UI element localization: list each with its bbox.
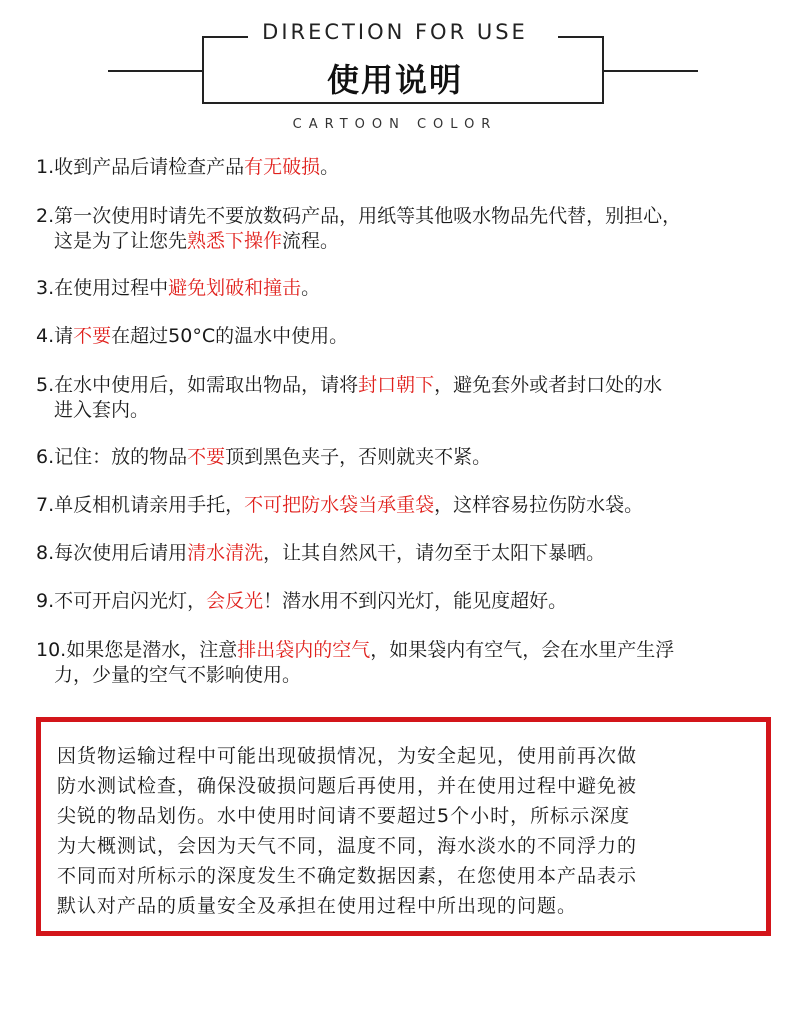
notice-text: [57, 741, 757, 921]
item-text: 1.收到产品后请检查产品: [36, 156, 245, 178]
list-item: [36, 204, 781, 254]
item-text: ，这样容易拉伤防水袋。: [434, 494, 644, 516]
highlight-text: 清水清洗: [187, 542, 264, 564]
item-text: ！潜水用不到闪光灯，能见度超好。: [263, 590, 568, 612]
subtitle: CARTOON COLOR: [292, 117, 498, 132]
item-text: 顶到黑色夹子，否则就夹不紧。: [225, 446, 492, 468]
item-line: [36, 638, 781, 663]
item-line: [36, 493, 781, 518]
item-text: 10.如果您是潜水，注意: [36, 639, 238, 661]
list-item: [36, 638, 781, 688]
list-item: [36, 276, 781, 301]
item-text: 。: [301, 277, 321, 299]
notice-line: 防水测试检查，确保没破损问题后再使用，并在使用过程中避免被: [57, 775, 638, 797]
item-line-continued: [36, 663, 781, 688]
highlight-text: 不要: [187, 446, 226, 468]
item-line-continued: [36, 229, 781, 254]
item-line-continued: [36, 398, 781, 423]
english-title: DIRECTION FOR USE: [262, 20, 528, 44]
item-text: 。: [320, 156, 340, 178]
highlight-text: 不要: [73, 325, 112, 347]
highlight-text: 有无破损: [244, 156, 321, 178]
item-line: [36, 155, 781, 180]
item-line: [36, 373, 781, 398]
item-text: 9.不可开启闪光灯，: [36, 590, 207, 612]
highlight-text: 不可把防水袋当承重袋: [244, 494, 435, 516]
item-text: 3.在使用过程中: [36, 277, 169, 299]
highlight-text: 封口朝下: [358, 374, 435, 396]
list-item: [36, 373, 781, 423]
item-text: 这是为了让您先: [54, 230, 188, 252]
item-line: [36, 204, 781, 229]
notice-line: 为大概测试，会因为天气不同，温度不同，海水淡水的不同浮力的: [57, 835, 638, 857]
item-text: 5.在水中使用后，如需取出物品，请将: [36, 374, 359, 396]
list-item: [36, 541, 781, 566]
item-text: ，避免套外或者封口处的水: [434, 374, 663, 396]
notice-line: 尖锐的物品划伤。水中使用时间请不要超过5个小时，所标示深度: [57, 805, 631, 827]
notice-box: [36, 717, 771, 936]
item-text: 4.请: [36, 325, 74, 347]
highlight-text: 避免划破和撞击: [168, 277, 302, 299]
item-line: [36, 324, 781, 349]
highlight-text: 会反光: [206, 590, 264, 612]
item-line: [36, 445, 781, 470]
item-text: 在超过50°C的温水中使用。: [111, 325, 349, 347]
highlight-text: 熟悉下操作: [187, 230, 283, 252]
item-text: 7.单反相机请亲用手托，: [36, 494, 245, 516]
notice-line: 不同而对所标示的深度发生不确定数据因素，在您使用本产品表示: [57, 865, 638, 887]
list-item: [36, 324, 781, 349]
item-line: [36, 276, 781, 301]
item-text: 进入套内。: [54, 399, 150, 421]
item-text: 2.第一次使用时请先不要放数码产品，用纸等其他吸水物品先代替，别担心，: [36, 205, 682, 227]
item-text: ，让其自然风干，请勿至于太阳下暴晒。: [263, 542, 606, 564]
list-item: [36, 445, 781, 470]
list-item: [36, 589, 781, 614]
list-item: [36, 155, 781, 180]
item-line: [36, 541, 781, 566]
page-title: 使用说明: [326, 61, 463, 99]
item-text: 8.每次使用后请用: [36, 542, 188, 564]
item-text: ，如果袋内有空气，会在水里产生浮: [370, 639, 675, 661]
item-line: [36, 589, 781, 614]
item-text: 流程。: [282, 230, 340, 252]
item-text: 6.记住：放的物品: [36, 446, 188, 468]
notice-line: 默认对产品的质量安全及承担在使用过程中所出现的问题。: [57, 895, 578, 917]
list-item: [36, 493, 781, 518]
notice-line: 因货物运输过程中可能出现破损情况，为安全起见，使用前再次做: [57, 745, 638, 767]
highlight-text: 排出袋内的空气: [237, 639, 371, 661]
header: [0, 0, 790, 150]
item-text: 力，少量的空气不影响使用。: [54, 664, 302, 686]
